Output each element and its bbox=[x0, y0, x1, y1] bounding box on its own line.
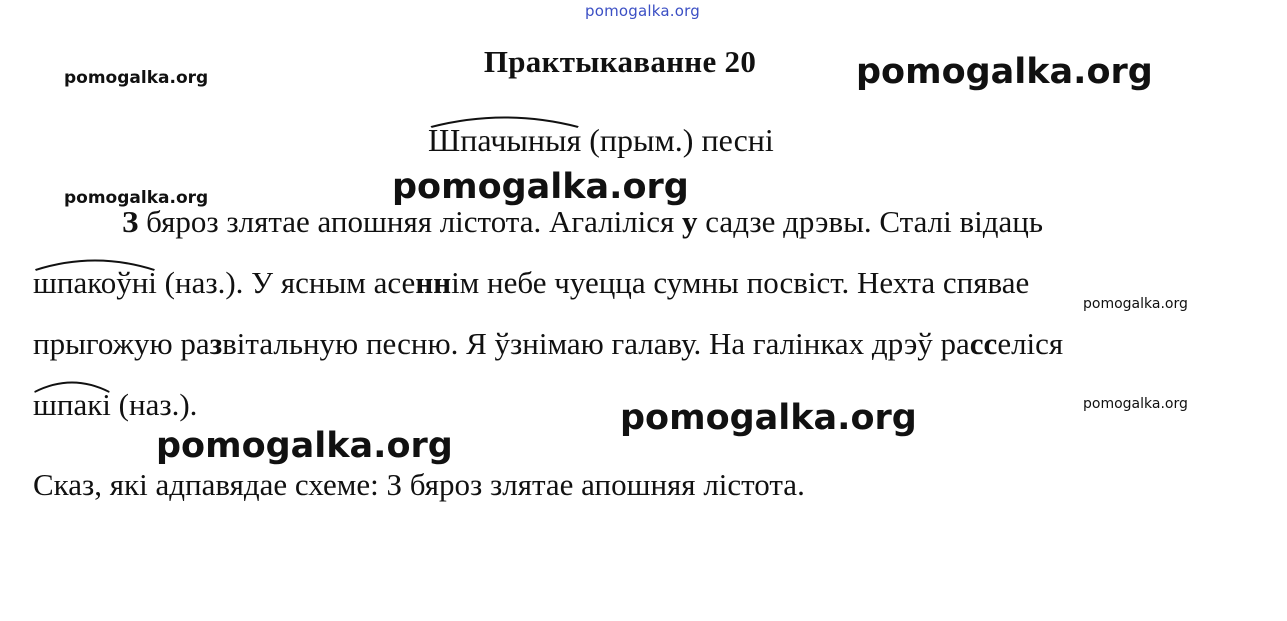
arc-marked-word: шпакі bbox=[33, 387, 111, 423]
arc-mark-icon bbox=[428, 114, 581, 128]
arc-marked-word: Шпачыныя bbox=[428, 122, 581, 159]
watermark: pomogalka.org bbox=[64, 68, 209, 88]
watermark: pomogalka.org bbox=[392, 167, 689, 207]
watermark: pomogalka.org bbox=[64, 188, 209, 208]
page-title: Практыкаванне 20 bbox=[483, 44, 757, 79]
watermark: pomogalka.org bbox=[856, 52, 1153, 92]
arc-mark-icon bbox=[33, 257, 157, 271]
title-rest: (прым.) песні bbox=[581, 122, 774, 158]
text-line-4: шпакі (наз.). bbox=[33, 387, 197, 423]
watermark-top: pomogalka.org bbox=[585, 2, 700, 20]
schema-sentence: Сказ, які адпавядае схеме: З бяроз злятае апошняя лістота. bbox=[33, 467, 805, 502]
text-line-1: З бяроз злятае апошняя лістота. Агаліліся у садзе дрэвы. Сталі відаць bbox=[122, 204, 1043, 239]
text-line-3: прыгожую развітальную песню. Я ўзнімаю галаву. На галінках дрэў расселіся bbox=[33, 326, 1064, 361]
text-line-2: шпакоўні (наз.). У ясным асеннім небе чуецца сумны посвіст. Нехта спявае bbox=[33, 265, 1029, 301]
arc-mark-icon bbox=[33, 379, 111, 393]
watermark: pomogalka.org bbox=[620, 398, 917, 438]
watermark: pomogalka.org bbox=[156, 426, 453, 466]
watermark: pomogalka.org bbox=[1083, 396, 1188, 412]
arc-marked-word: шпакоўні bbox=[33, 265, 157, 301]
watermark: pomogalka.org bbox=[1083, 296, 1188, 312]
text-title bbox=[428, 122, 774, 159]
